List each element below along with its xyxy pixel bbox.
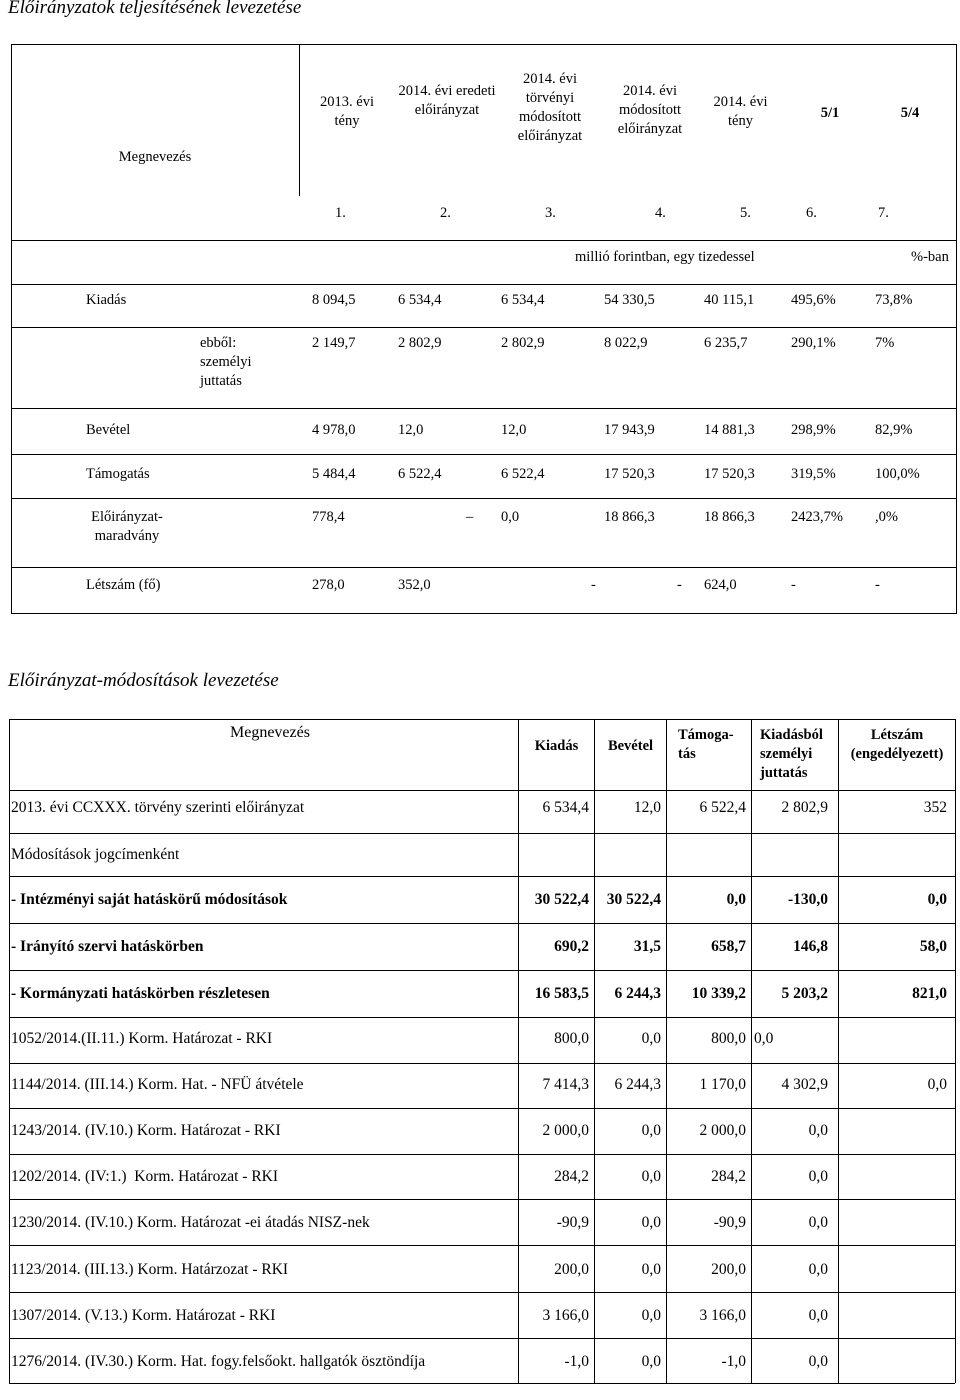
section2-title: Előirányzat-módosítások levezetése [8,670,279,691]
cell-bevetel: 12,0 [633,799,661,816]
row-label: - Kormányzati hatáskörben részletesen [11,985,270,1002]
cell-bevetel: 0,0 [641,1261,661,1278]
row-label: 1243/2014. (IV.10.) Korm. Határozat - RKI [11,1122,281,1139]
row-label: - Irányító szervi hatáskörben [11,938,204,955]
row-label: - Intézményi saját hatáskörű módosítások [11,891,288,908]
col-number-4: 4. [655,205,666,221]
cell: 290,1% [791,335,836,351]
row-label: ebből: személyi juttatás [200,335,252,389]
row-label: 1052/2014.(II.11.) Korm. Határozat - RKI [11,1030,273,1047]
cell: 6 534,4 [501,292,545,308]
col-header-ratio-5-4: 5/4 [900,105,920,121]
cell: 8 094,5 [312,292,356,308]
cell: 8 022,9 [604,335,648,351]
cell: 2 802,9 [398,335,442,351]
cell: 6 522,4 [398,466,442,482]
cell: 100,0% [875,466,920,482]
cell-kiadasbol: 4 302,9 [781,1076,828,1093]
cell-tamogatas: 284,2 [711,1168,746,1185]
row-label: Támogatás [86,466,150,482]
row-label: Létszám (fő) [86,577,161,593]
col-number-5: 5. [740,205,751,221]
cell: 624,0 [704,577,737,593]
cell: 17 520,3 [604,466,655,482]
cell: ,0% [875,509,898,525]
cell-kiadas: 284,2 [554,1168,589,1185]
cell-letszam: 0,0 [927,891,947,908]
cell: 12,0 [501,422,527,438]
cell-kiadasbol: 0,0 [808,1122,828,1139]
col-header-letszam: Létszám (engedélyezett) [850,727,944,762]
cell-bevetel: 31,5 [633,938,661,955]
col-header-2014-teny: 2014. évi tény [713,94,768,129]
cell: 4 978,0 [312,422,356,438]
cell-kiadas: 200,0 [554,1261,589,1278]
cell: 5 484,4 [312,466,356,482]
col-number-7: 7. [878,205,889,221]
unit-pct: %-ban [911,249,949,265]
col-header-kiadasbol: Kiadásból személyi juttatás [760,727,823,781]
col-header-ratio-5-1: 5/1 [820,105,840,121]
col-header-kiadas: Kiadás [534,738,579,754]
cell: 2423,7% [791,509,843,525]
cell-kiadas: 30 522,4 [534,891,589,908]
cell: - [677,577,682,593]
section1-title: Előirányzatok teljesítésének levezetése [8,0,302,18]
cell: – [466,509,474,525]
cell-kiadasbol: 0,0 [808,1307,828,1324]
cell-kiadas: -90,9 [556,1214,589,1231]
cell-kiadas: 690,2 [554,938,589,955]
unit-amount: millió forintban, egy tizedessel [575,249,755,265]
col-number-3: 3. [545,205,556,221]
cell: 2 149,7 [312,335,356,351]
cell: 18 866,3 [704,509,755,525]
cell: 495,6% [791,292,836,308]
row-label: Kiadás [86,292,127,308]
cell: 278,0 [312,577,345,593]
cell-bevetel: 0,0 [641,1030,661,1047]
cell: - [791,577,796,593]
cell: 18 866,3 [604,509,655,525]
row-label: Módosítások jogcímenként [11,846,180,863]
cell-bevetel: 0,0 [641,1168,661,1185]
cell-kiadasbol: 5 203,2 [781,985,828,1002]
cell-kiadas: 3 166,0 [542,1307,589,1324]
cell: 12,0 [398,422,424,438]
cell-bevetel: 0,0 [641,1214,661,1231]
cell-kiadasbol: 146,8 [793,938,828,955]
cell: 319,5% [791,466,836,482]
row-label: 1144/2014. (III.14.) Korm. Hat. - NFÜ átvétele [11,1076,304,1093]
cell: 14 881,3 [704,422,755,438]
cell-bevetel: 6 244,3 [614,1076,661,1093]
cell-bevetel: 0,0 [641,1353,661,1370]
cell: 0,0 [501,509,520,525]
cell-bevetel: 0,0 [641,1122,661,1139]
cell-tamogatas: 2 000,0 [699,1122,746,1139]
col-header-2014-torvenyi: 2014. évi törvényi módosított előirányzat [517,71,583,144]
cell-letszam: 352 [923,799,947,816]
cell-kiadas: 6 534,4 [542,799,589,816]
cell-bevetel: 30 522,4 [606,891,661,908]
cell: 778,4 [312,509,345,525]
cell: 7% [875,335,895,351]
cell-kiadasbol: 0,0 [808,1168,828,1185]
col-number-6: 6. [806,205,817,221]
row-label: 1276/2014. (IV.30.) Korm. Hat. fogy.felsőokt. hallgatók ösztöndíja [11,1353,426,1370]
cell-kiadasbol: -130,0 [787,891,828,908]
cell: 54 330,5 [604,292,655,308]
cell-kiadas: 7 414,3 [542,1076,589,1093]
cell-letszam: 58,0 [919,938,947,955]
cell-kiadasbol: 0,0 [808,1214,828,1231]
cell-tamogatas: 10 339,2 [691,985,746,1002]
row-label: Előirányzat-maradvány [91,509,163,544]
cell: 352,0 [398,577,431,593]
cell-tamogatas: 800,0 [711,1030,746,1047]
cell-tamogatas: -90,9 [713,1214,746,1231]
col-header-2013-teny: 2013. évi tény [320,94,374,129]
row-label: 1202/2014. (IV:1.) Korm. Határozat - RKI [11,1168,279,1185]
col-header-bevetel: Bevétel [607,738,654,754]
cell: 40 115,1 [704,292,755,308]
cell-tamogatas: 200,0 [711,1261,746,1278]
cell: - [591,577,596,593]
row-label: 2013. évi CCXXX. törvény szerinti előirányzat [11,799,305,816]
cell: 6 534,4 [398,292,442,308]
cell-letszam: 821,0 [912,985,947,1002]
col-number-2: 2. [440,205,451,221]
col-header-name: Megnevezés [230,724,310,741]
cell: 6 235,7 [704,335,748,351]
cell-kiadas: -1,0 [564,1353,589,1370]
row-label: Bevétel [86,422,131,438]
col-number-1: 1. [335,205,346,221]
row-label: 1123/2014. (III.13.) Korm. Határzozat - RKI [11,1261,289,1278]
cell-tamogatas: 1 170,0 [699,1076,746,1093]
cell-kiadas: 2 000,0 [542,1122,589,1139]
cell: 17 520,3 [704,466,755,482]
cell-kiadas: 16 583,5 [534,985,589,1002]
cell-tamogatas: -1,0 [721,1353,746,1370]
cell: 17 943,9 [604,422,655,438]
cell-tamogatas: 658,7 [711,938,746,955]
col-header-name: Megnevezés [118,149,192,165]
cell-kiadasbol: 0,0 [808,1353,828,1370]
cell-kiadasbol: 2 802,9 [781,799,828,816]
cell: 73,8% [875,292,913,308]
cell-bevetel: 0,0 [641,1307,661,1324]
col-header-tamogatas: Támoga-tás [678,727,734,762]
cell: 298,9% [791,422,836,438]
col-header-2014-modositott: 2014. évi módosított előirányzat [617,83,683,137]
cell: 6 522,4 [501,466,545,482]
cell: 82,9% [875,422,913,438]
cell-bevetel: 6 244,3 [614,985,661,1002]
cell-tamogatas: 6 522,4 [699,799,746,816]
cell-tamogatas: 0,0 [726,891,746,908]
cell-tamogatas: 3 166,0 [699,1307,746,1324]
cell-kiadasbol: 0,0 [808,1261,828,1278]
row-label: 1307/2014. (V.13.) Korm. Határozat - RKI [11,1307,276,1324]
row-label: 1230/2014. (IV.10.) Korm. Határozat -ei átadás NISZ-nek [11,1214,370,1231]
cell: - [875,577,880,593]
cell-letszam: 0,0 [927,1076,947,1093]
cell-kiadasbol: 0,0 [754,1030,774,1047]
cell-kiadas: 800,0 [554,1030,589,1047]
col-header-2014-eredeti: 2014. évi eredeti előirányzat [398,83,496,118]
cell: 2 802,9 [501,335,545,351]
